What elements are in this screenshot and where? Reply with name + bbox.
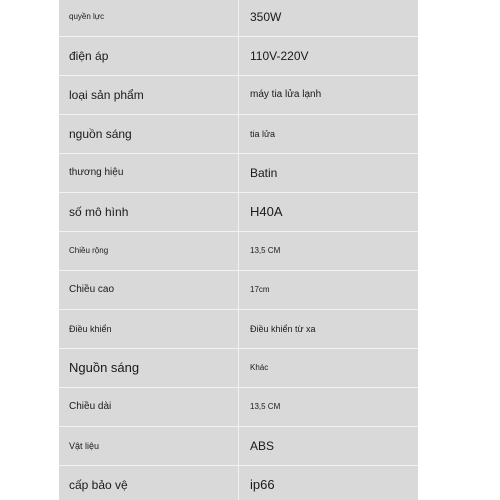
spec-value: 110V-220V (250, 49, 309, 63)
spec-value: Điều khiển từ xa (250, 324, 316, 334)
spec-value: ip66 (250, 477, 275, 492)
spec-value: Khác (250, 363, 269, 372)
spec-label: loại sản phẩm (69, 88, 144, 102)
spec-row-voltage (59, 37, 418, 76)
spec-row-model-number (59, 193, 418, 232)
spec-value: ABS (250, 439, 275, 453)
spec-label: quyền lực (69, 12, 105, 21)
spec-label: thương hiệu (69, 167, 124, 178)
spec-value: 17cm (250, 285, 270, 294)
spec-row-product-type (59, 76, 418, 115)
spec-label: Điều khiển (69, 324, 112, 334)
spec-value: 13,5 CM (250, 402, 281, 411)
spec-row-control (59, 310, 418, 349)
spec-row-protection-level (59, 466, 418, 500)
spec-value: 350W (250, 10, 282, 24)
spec-row-power (59, 0, 418, 37)
spec-row-length (59, 388, 418, 427)
spec-row-height (59, 271, 418, 310)
spec-row-width (59, 232, 418, 271)
spec-label: Nguồn sáng (69, 360, 140, 375)
spec-label: cấp bảo vệ (69, 478, 128, 492)
spec-value: máy tia lửa lạnh (250, 89, 322, 100)
spec-value: Batin (250, 166, 278, 180)
spec-value: 13,5 CM (250, 246, 281, 255)
spec-row-light-source (59, 115, 418, 154)
spec-label: số mô hình (69, 205, 129, 219)
spec-label: điện áp (69, 49, 109, 63)
spec-label: Vật liệu (69, 441, 100, 451)
spec-row-light-source-2 (59, 349, 418, 388)
spec-label: Chiều dài (69, 401, 112, 412)
spec-label: Chiều rộng (69, 246, 109, 255)
spec-value: tia lửa (250, 129, 276, 139)
spec-table (59, 0, 418, 500)
spec-value: H40A (250, 204, 283, 219)
spec-row-material (59, 427, 418, 466)
spec-row-brand (59, 154, 418, 193)
spec-label: nguồn sáng (69, 127, 132, 141)
spec-label: Chiều cao (69, 284, 115, 295)
